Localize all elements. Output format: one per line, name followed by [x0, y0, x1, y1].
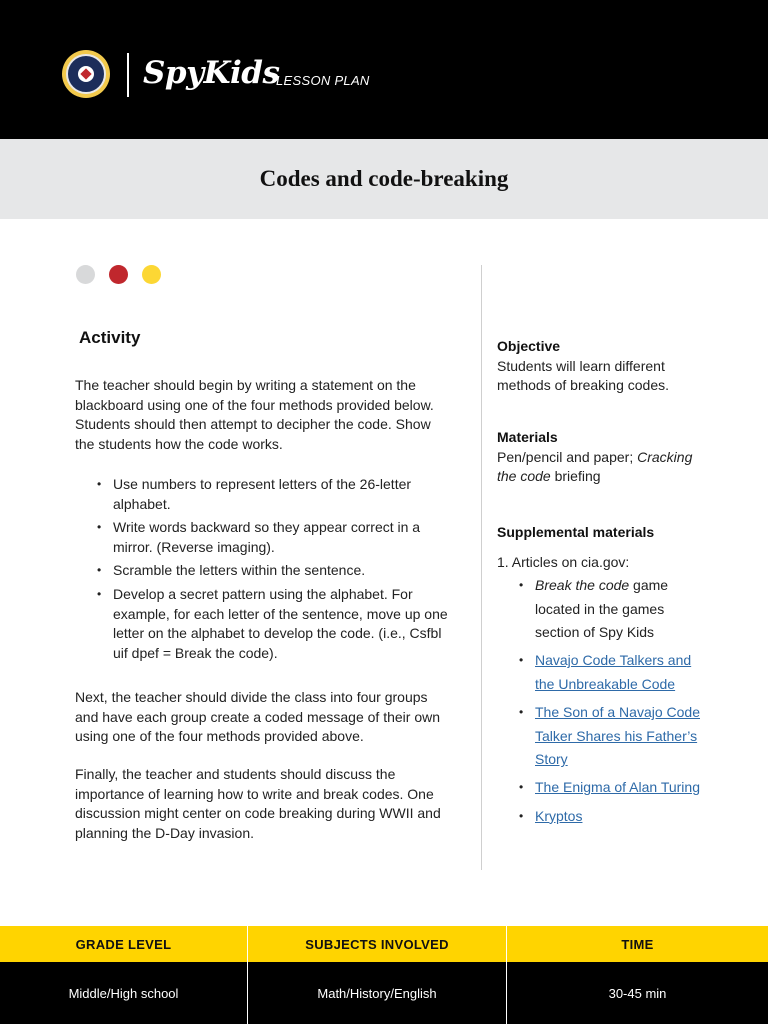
articles-label: 1. Articles on cia.gov: — [497, 553, 630, 570]
activity-intro: The teacher should begin by writing a statement on the blackboard using one of the four methods provided below. Students should then attempt to decipher the code. Show the students how the code works. — [75, 377, 434, 452]
list-item — [497, 805, 707, 828]
subjects-header: SUBJECTS INVOLVED — [248, 926, 507, 962]
brand-logo: SpyKids — [143, 55, 280, 91]
list-item — [497, 649, 707, 696]
title-band — [0, 139, 768, 219]
methods-list — [97, 475, 449, 667]
supplemental-section — [497, 523, 707, 833]
objective-heading: Objective — [497, 338, 561, 354]
objective-section — [497, 337, 707, 396]
materials-text: Pen/pencil and paper; Cracking the code briefing — [497, 448, 693, 485]
list-item: • Break the code game located in the games section of Spy Kids — [497, 574, 707, 644]
objective-text: Students will learn different methods of breaking codes. — [497, 357, 669, 394]
agency-seal-icon — [62, 50, 110, 98]
activity-next: Next, the teacher should divide the class into four groups and have each group create a coded message of their own using one of the four methods provided above. — [75, 689, 441, 745]
navajo-code-talkers-link[interactable]: Navajo Code Talkers and the Unbreakable Code — [535, 652, 692, 692]
activity-heading: Activity — [79, 328, 141, 347]
supplemental-heading: Supplemental materials — [497, 524, 655, 540]
header-bar — [0, 0, 768, 139]
enigma-turing-link[interactable]: The Enigma of Alan Turing — [535, 779, 700, 796]
column-divider — [481, 265, 482, 870]
navajo-son-link[interactable]: The Son of a Navajo Code Talker Shares his Father’s Story — [535, 704, 700, 768]
subjects-value: Math/History/English — [248, 962, 507, 1024]
red-dot-icon — [109, 265, 128, 284]
list-item — [497, 701, 707, 771]
list-item: • Develop a secret pattern using the alphabet. For example, for each letter of the sentence, move up one letter on the alphabet to develop the code. (i.e., Csfbl uif dpef = Break the code). — [97, 585, 449, 663]
grade-level-value: Middle/High school — [0, 962, 248, 1024]
table-row — [0, 962, 768, 1024]
page-title: Codes and code-breaking — [259, 166, 509, 191]
lesson-plan-label: LESSON PLAN — [276, 73, 370, 88]
materials-section — [497, 428, 707, 487]
list-item — [497, 776, 707, 799]
supplemental-list — [497, 574, 707, 828]
table-header-row — [0, 926, 768, 962]
time-value: 30-45 min — [608, 985, 667, 1001]
grade-level-header: GRADE LEVEL — [0, 926, 248, 962]
time-header: TIME — [621, 936, 654, 952]
info-table — [0, 926, 768, 1024]
gray-dot-icon — [76, 265, 95, 284]
header-divider — [127, 53, 129, 97]
materials-heading: Materials — [497, 429, 558, 445]
list-item: • Use numbers to represent letters of the 26-letter alphabet. — [97, 475, 449, 514]
kryptos-link[interactable]: Kryptos — [535, 807, 583, 824]
yellow-dot-icon — [142, 265, 161, 284]
activity-finally: Finally, the teacher and students should discuss the importance of learning how to write and break codes. One discussion might center on code breaking during WWII and planning the D-Day invasion. — [75, 766, 441, 841]
list-item: • Write words backward so they appear correct in a mirror. (Reverse imaging). — [97, 518, 449, 557]
list-item: • Scramble the letters within the sentence. — [97, 561, 449, 581]
